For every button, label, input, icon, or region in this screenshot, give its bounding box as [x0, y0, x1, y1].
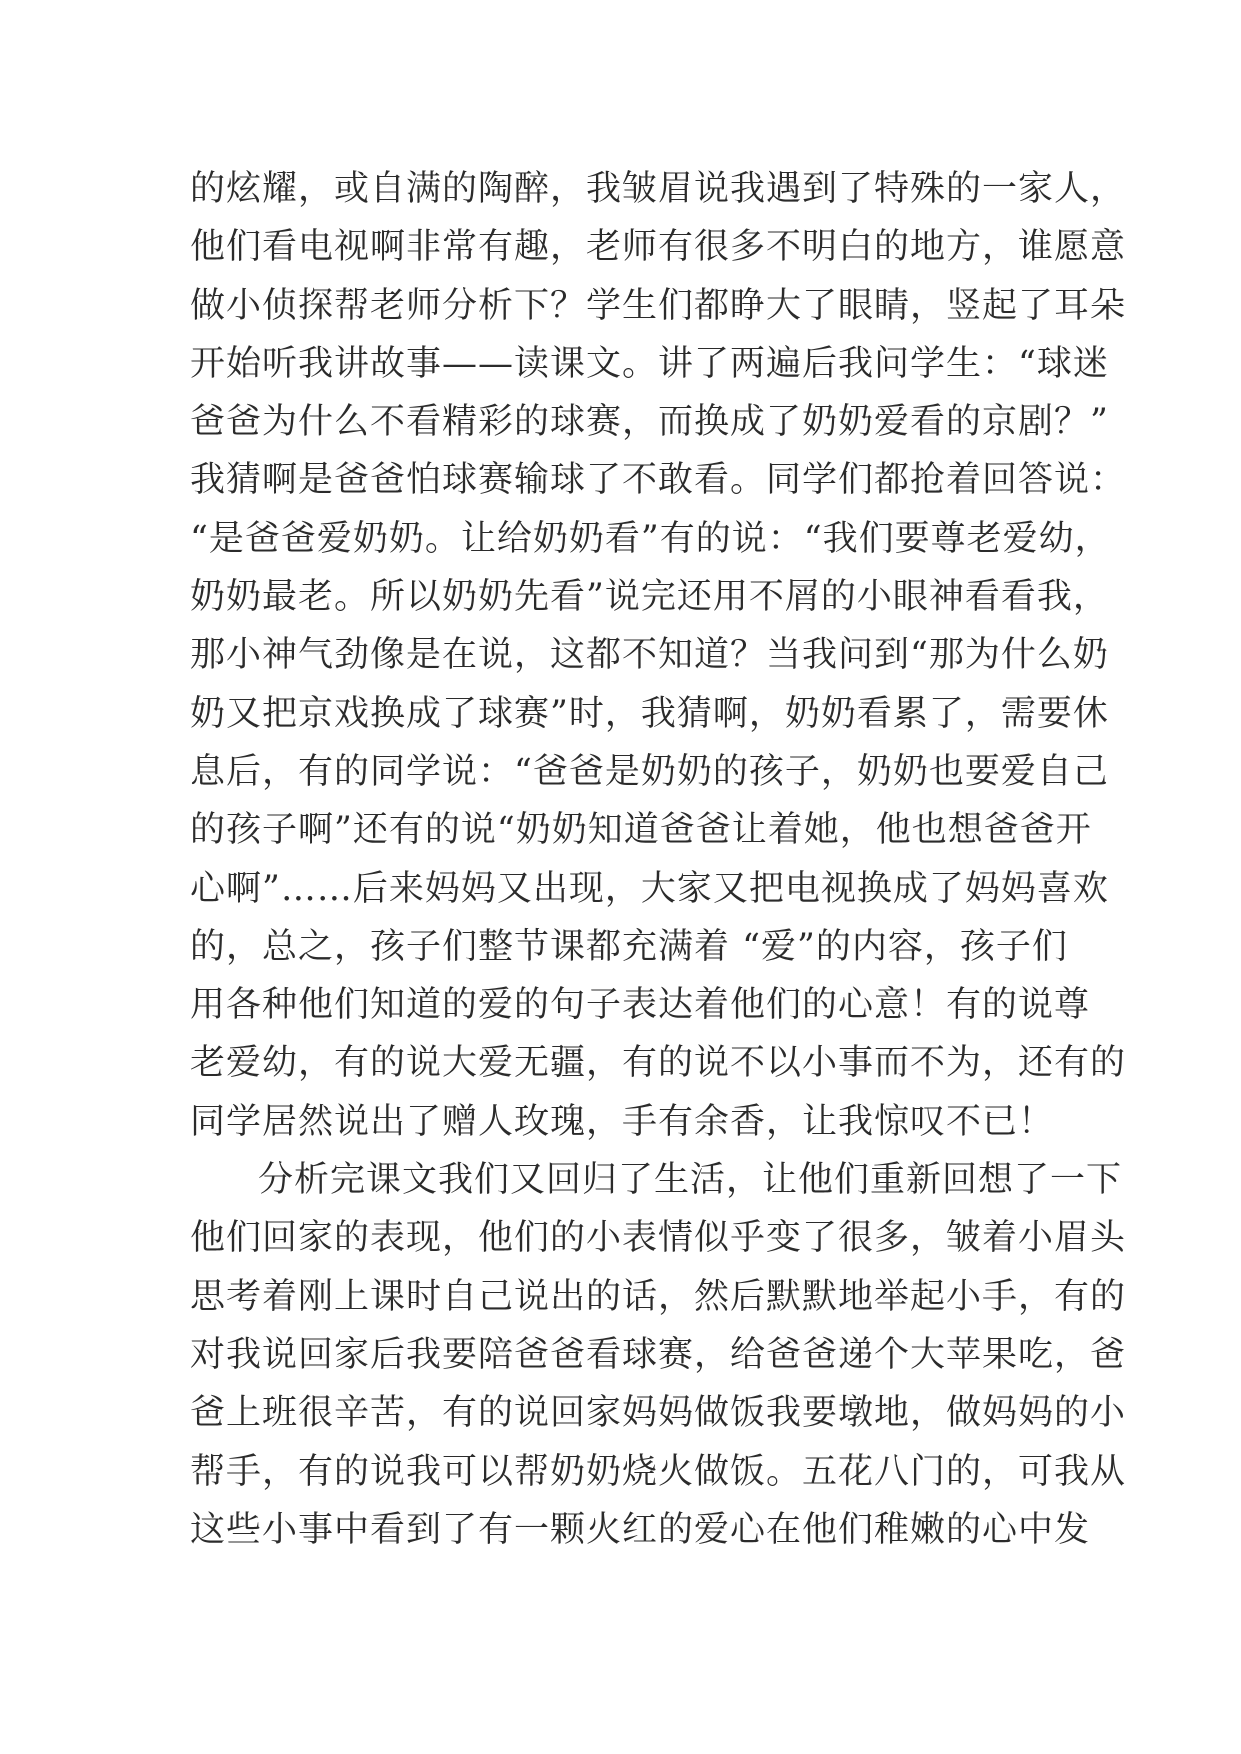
text-line: 同学居然说出了赠人玫瑰，手有余香，让我惊叹不已！	[190, 1101, 1055, 1142]
text-line: 爸上班很辛苦，有的说回家妈妈做饭我要墩地，做妈妈的小	[190, 1393, 1127, 1434]
text-line: 的，总之，孩子们整节课都充满着 “爱”的内容，孩子们	[190, 926, 1068, 967]
text-line: 思考着刚上课时自己说出的话，然后默默地举起小手，有的	[190, 1276, 1127, 1317]
text-line: 那小神气劲像是在说，这都不知道？当我问到“那为什么奶	[190, 635, 1109, 676]
text-line: 用各种他们知道的爱的句子表达着他们的心意！有的说尊	[190, 985, 1091, 1026]
text-line: 老爱幼，有的说大爱无疆，有的说不以小事而不为，还有的	[190, 1043, 1127, 1084]
text-line: 息后，有的同学说：“爸爸是奶奶的孩子，奶奶也要爱自己	[190, 751, 1109, 792]
text-line: 帮手，有的说我可以帮奶奶烧火做饭。五花八门的，可我从	[190, 1451, 1127, 1492]
text-line: 他们回家的表现，他们的小表情似乎变了很多，皱着小眉头	[190, 1218, 1127, 1259]
body-text	[190, 160, 1127, 1559]
text-line: 爸爸为什么不看精彩的球赛，而换成了奶奶爱看的京剧？”	[190, 402, 1109, 443]
text-line: 做小侦探帮老师分析下？学生们都睁大了眼睛，竖起了耳朵	[190, 285, 1127, 326]
text-line: 我猜啊是爸爸怕球赛输球了不敢看。同学们都抢着回答说：	[190, 460, 1127, 501]
text-line: 他们看电视啊非常有趣，老师有很多不明白的地方，谁愿意	[190, 227, 1127, 268]
text-line: 的孩子啊”还有的说“奶奶知道爸爸让着她，他也想爸爸开	[190, 810, 1092, 851]
text-line: 奶又把京戏换成了球赛”时，我猜啊，奶奶看累了，需要休	[190, 693, 1109, 734]
text-line: 开始听我讲故事——读课文。讲了两遍后我问学生：“球迷	[190, 343, 1109, 384]
text-line: 的炫耀，或自满的陶醉，我皱眉说我遇到了特殊的一家人，	[190, 169, 1127, 209]
text-line: 奶奶最老。所以奶奶先看”说完还用不屑的小眼神看看我，	[190, 577, 1109, 618]
text-line: 这些小事中看到了有一颗火红的爱心在他们稚嫩的心中发	[190, 1509, 1091, 1550]
text-line: “是爸爸爱奶奶。让给奶奶看”有的说：“我们要尊老爱幼，	[190, 518, 1111, 559]
text-line: 对我说回家后我要陪爸爸看球赛，给爸爸递个大苹果吃，爸	[190, 1334, 1127, 1375]
paragraph-start-line: 分析完课文我们又回归了生活，让他们重新回想了一下	[258, 1160, 1123, 1201]
text-line: 心啊”……后来妈妈又出现，大家又把电视换成了妈妈喜欢	[190, 868, 1109, 909]
